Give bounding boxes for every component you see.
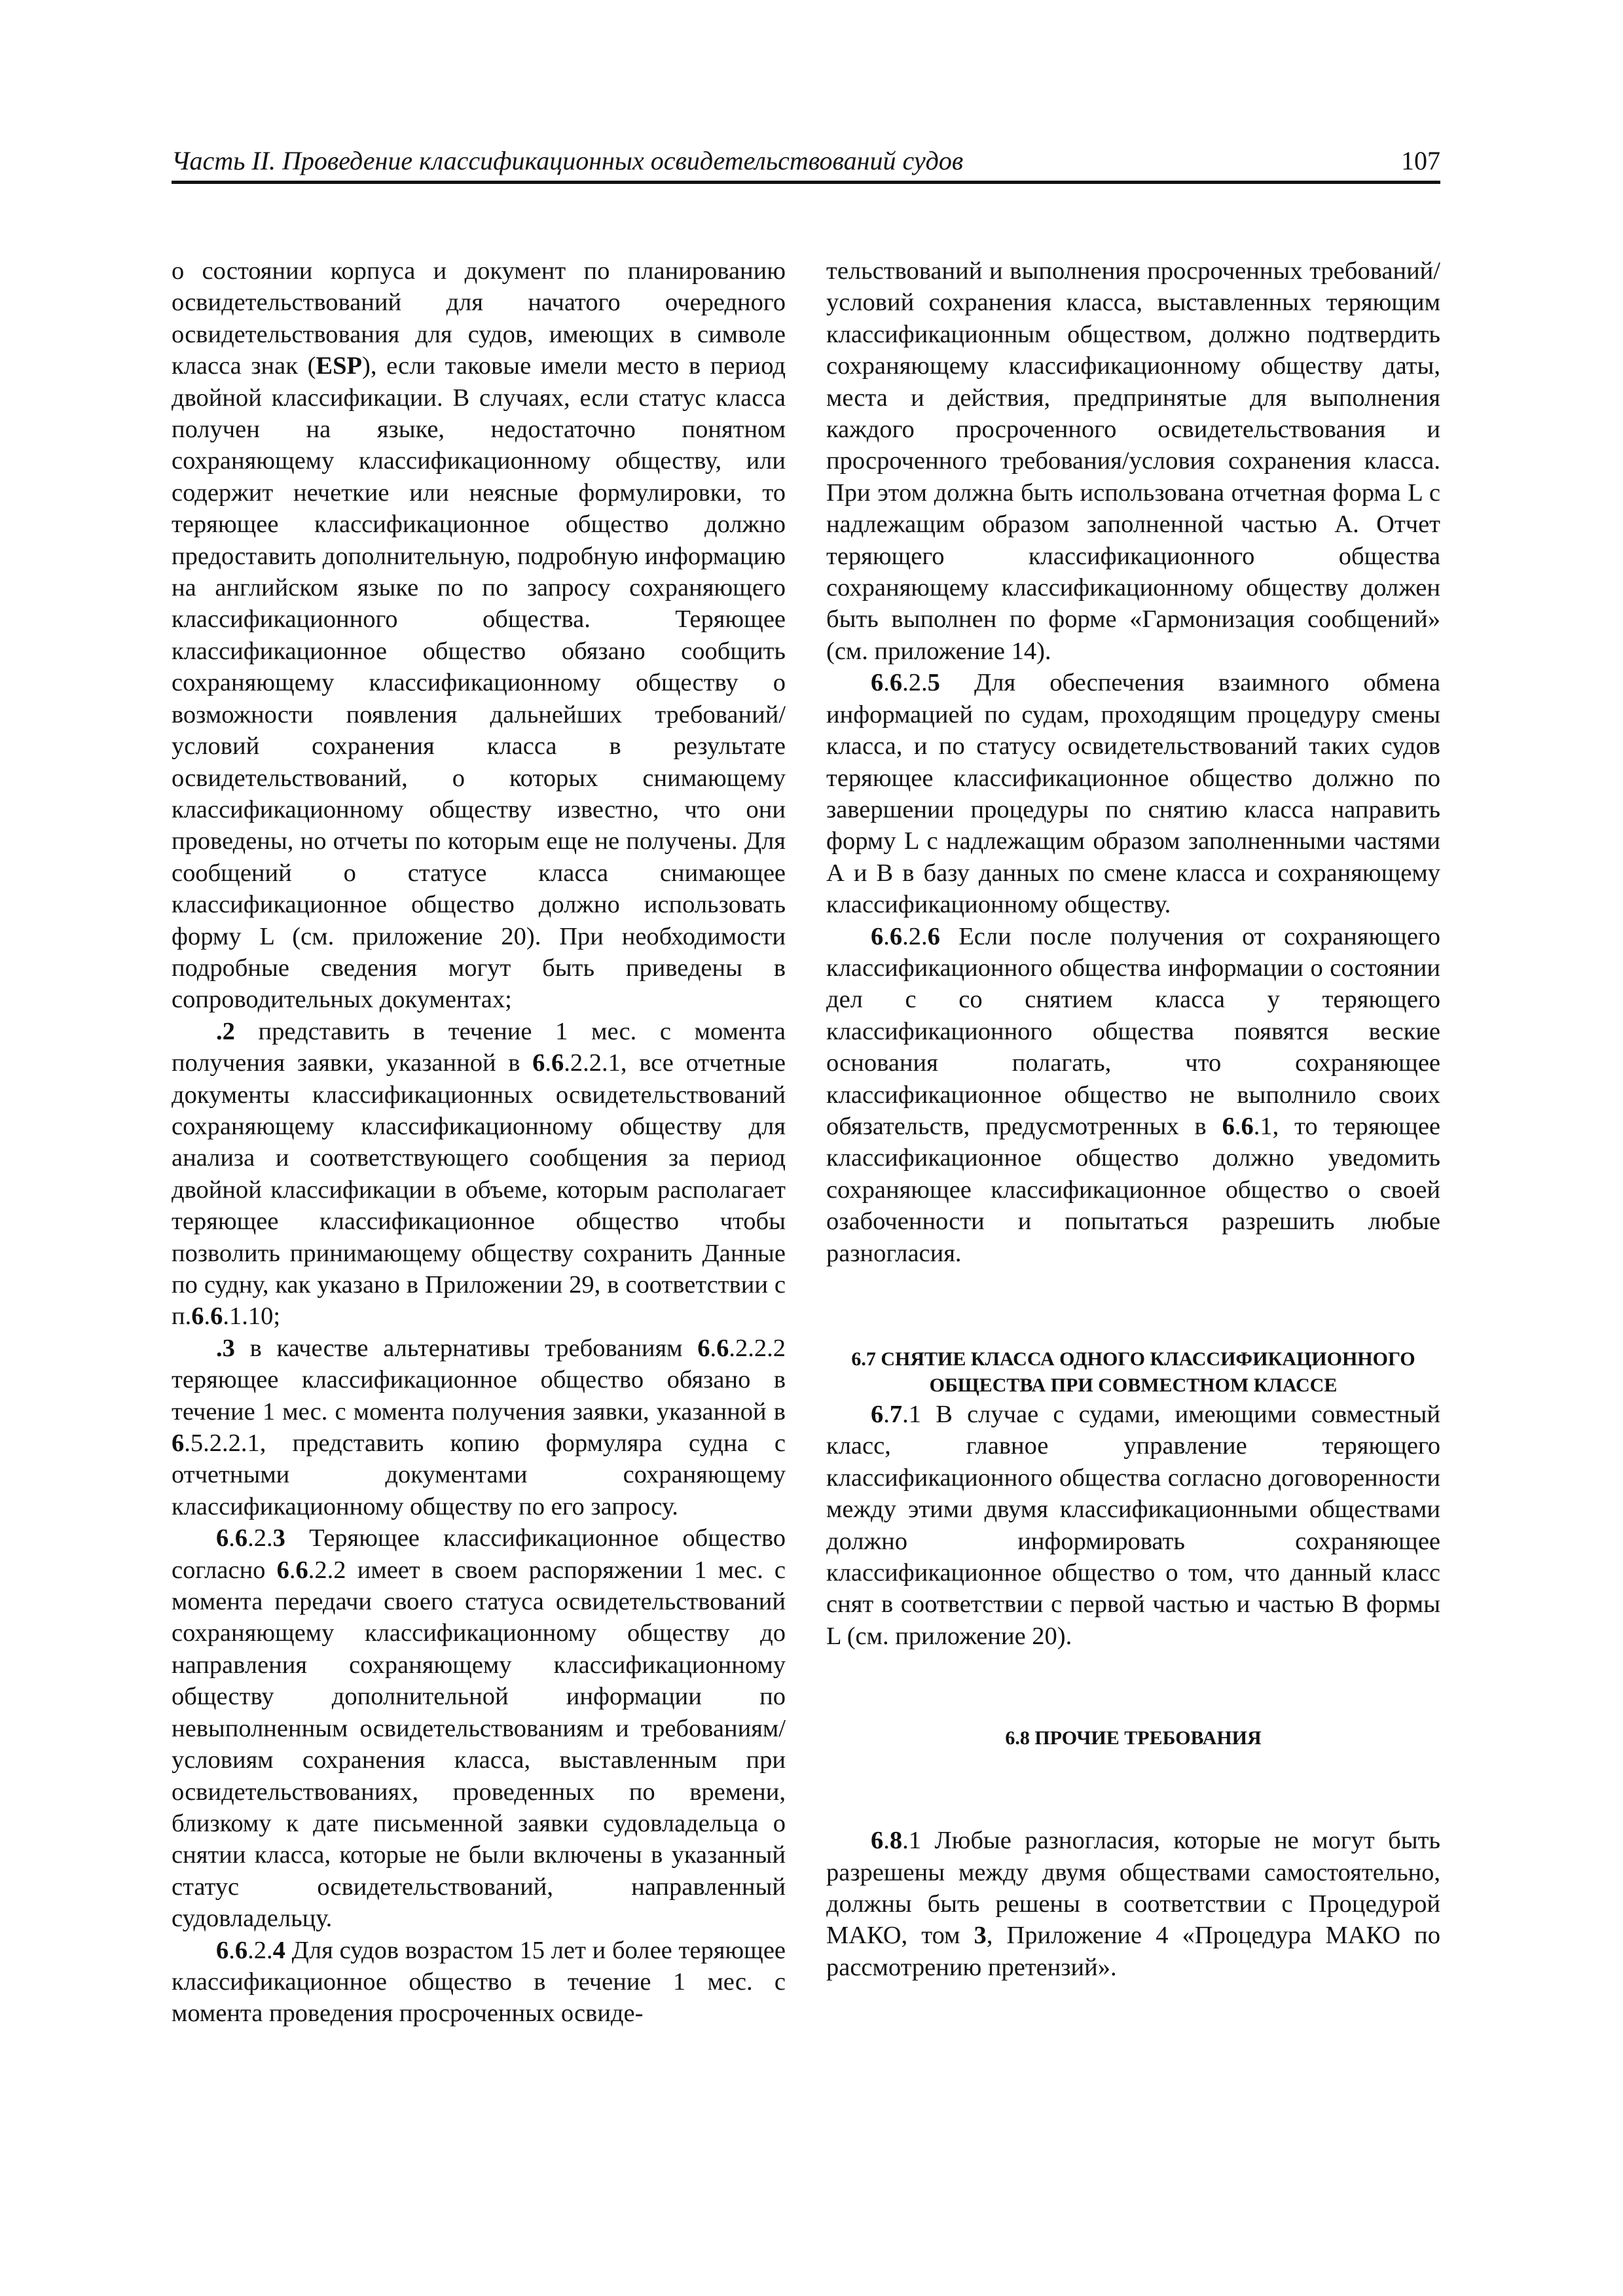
paragraph-continuation: о состоянии корпуса и документ по планированию освидетельствований для начатого очередного освидетельствования для судов, имеющих в символе класса знак (ESP), если таковые имели место в период двойной классификации. В случаях, если статус класса получен на языке, недостаточно понятном сохраняющему классификационному обществу, или содержит нечеткие или неясные формулировки, то теряющее классификационное общество должно предоставить дополнительную, подробную информацию на английском языке по по запросу сохраняющего классификационного общества. Теряющее классификационное общество обязано сообщить сохраняющему классификационному обществу о возможности появления дальнейших требований/условий сохранения класса в результате освидетельствований, о которых снимающему классификационному обществу известно, что они проведены, но отчеты по которым еще не получены. Для сообщений о статусе класса снимающее классификационное общество должно использовать форму L (см. приложение 20). При необходимости подробные сведения могут быть приведены в сопроводительных документах; <box>172 257 786 1014</box>
paragraph-6-6-2-5: 6.6.2.5 Для обеспечения взаимного обмена информацией по судам, проходящим процедуру смены класса, и по статусу освидетельствований таких судов теряющее классификационное общество должно по завершении процедуры по снятию класса направить форму L с надлежащим образом заполненными частями А и В в базу данных по смене класса и сохраняющему классификационному обществу. <box>826 669 1440 919</box>
paragraph-6-6-2-4: 6.6.2.4 Для судов возрастом 15 лет и более теряющее классификационное общество в течение 1 мес. с момента проведения просроченных освиде- <box>172 1936 786 2028</box>
page-number: 107 <box>1401 146 1440 175</box>
paragraph-6-7-1: 6.7.1 В случае с судами, имеющими совместный класс, главное управление теряющего классификационного общества согласно договоренности между этими двумя классификационными обществами должно информировать сохраняющее классификационное общество о том, что данный класс снят в соответствии с первой частью и частью В формы L (см. приложение 20). <box>826 1401 1440 1650</box>
paragraph-6-6-2-6: 6.6.2.6 Если после получения от сохраняющего классификационного общества информации о состоянии дел с со снятием класса у теряющего классификационного общества появятся веские основания полагать, что сохраняющее классификационное общество не выполнило своих обязательств, предусмотренных в 6.6.1, то теряющее классификационное общество должно уведомить сохраняющее классификационное общество о своей озабоченности и попытаться разрешить любые разногласия. <box>826 922 1440 1267</box>
paragraph-item-2: .2 представить в течение 1 мес. с момента получения заявки, указанной в 6.6.2.2.1, все отчетные документы классификационных освидетельствований сохраняющему классификационному обществу для анализа и соответствующего сообщения за период двойной классификации в объеме, которым располагает теряющее классификационное общество чтобы позволить принимающему обществу сохранить Данные по судну, как указано в Приложении 29, в соответствии с п.6.6.1.10; <box>172 1017 786 1331</box>
header-title: Часть II. Проведение классификационных освидетельствований судов <box>172 146 964 175</box>
paragraph-item-3: .3 в качестве альтернативы требованиям 6.6.2.2.2 теряющее классификационное общество обязано в течение 1 мес. с момента получения заявки, указанной в 6.5.2.2.1, представить копию формуляра судна с отчетными документами сохраняющему классификационному обществу по его запросу. <box>172 1334 786 1520</box>
running-header <box>172 141 1440 184</box>
left-column <box>172 255 786 2030</box>
paragraph-6-6-2-3: 6.6.2.3 Теряющее классификационное общество согласно 6.6.2.2 имеет в своем распоряжении 1 мес. с момента передачи своего статуса освидетельствований сохраняющему классификационному обществу до направления сохраняющему классификационному обществу дополнительной информации по невыполненным освидетельствованиям и требованиям/условиям сохранения класса, выставленным при освидетельствованиях, проведенных по времени, близкому к дате письменной заявки судовладельца о снятии класса, которые не были включены в указанный статус освидетельствований, направленный судовладельцу. <box>172 1524 786 1933</box>
paragraph-continuation-right: тельствований и выполнения просроченных требований/условий сохранения класса, выставленных теряющим классификационным обществом, должно подтвердить сохраняющему классификационному обществу даты, места и действия, предпринятые для выполнения каждого просроченного освидетельствования и просроченного требования/условия сохранения класса. При этом должна быть использована отчетная форма L с надлежащим образом заполненной частью А. Отчет теряющего классификационного общества сохраняющему классификационному обществу должен быть выполнен по форме «Гармонизация сообщений» (см. приложение 14). <box>826 257 1440 665</box>
right-column <box>826 255 1440 1983</box>
section-title-6-7: 6.7 СНЯТИЕ КЛАССА ОДНОГО КЛАССИФИКАЦИОННОГО ОБЩЕСТВА ПРИ СОВМЕСТНОМ КЛАССЕ <box>851 1348 1415 1396</box>
section-title-6-8: 6.8 ПРОЧИЕ ТРЕБОВАНИЯ <box>1005 1727 1262 1749</box>
paragraph-6-8-1: 6.8.1 Любые разногласия, которые не могут быть разрешены между двумя обществами самостоятельно, должны быть решены в соответствии с Процедурой МАКО, том 3, Приложение 4 «Процедура МАКО по рассмотрению претензий». <box>826 1827 1440 1981</box>
